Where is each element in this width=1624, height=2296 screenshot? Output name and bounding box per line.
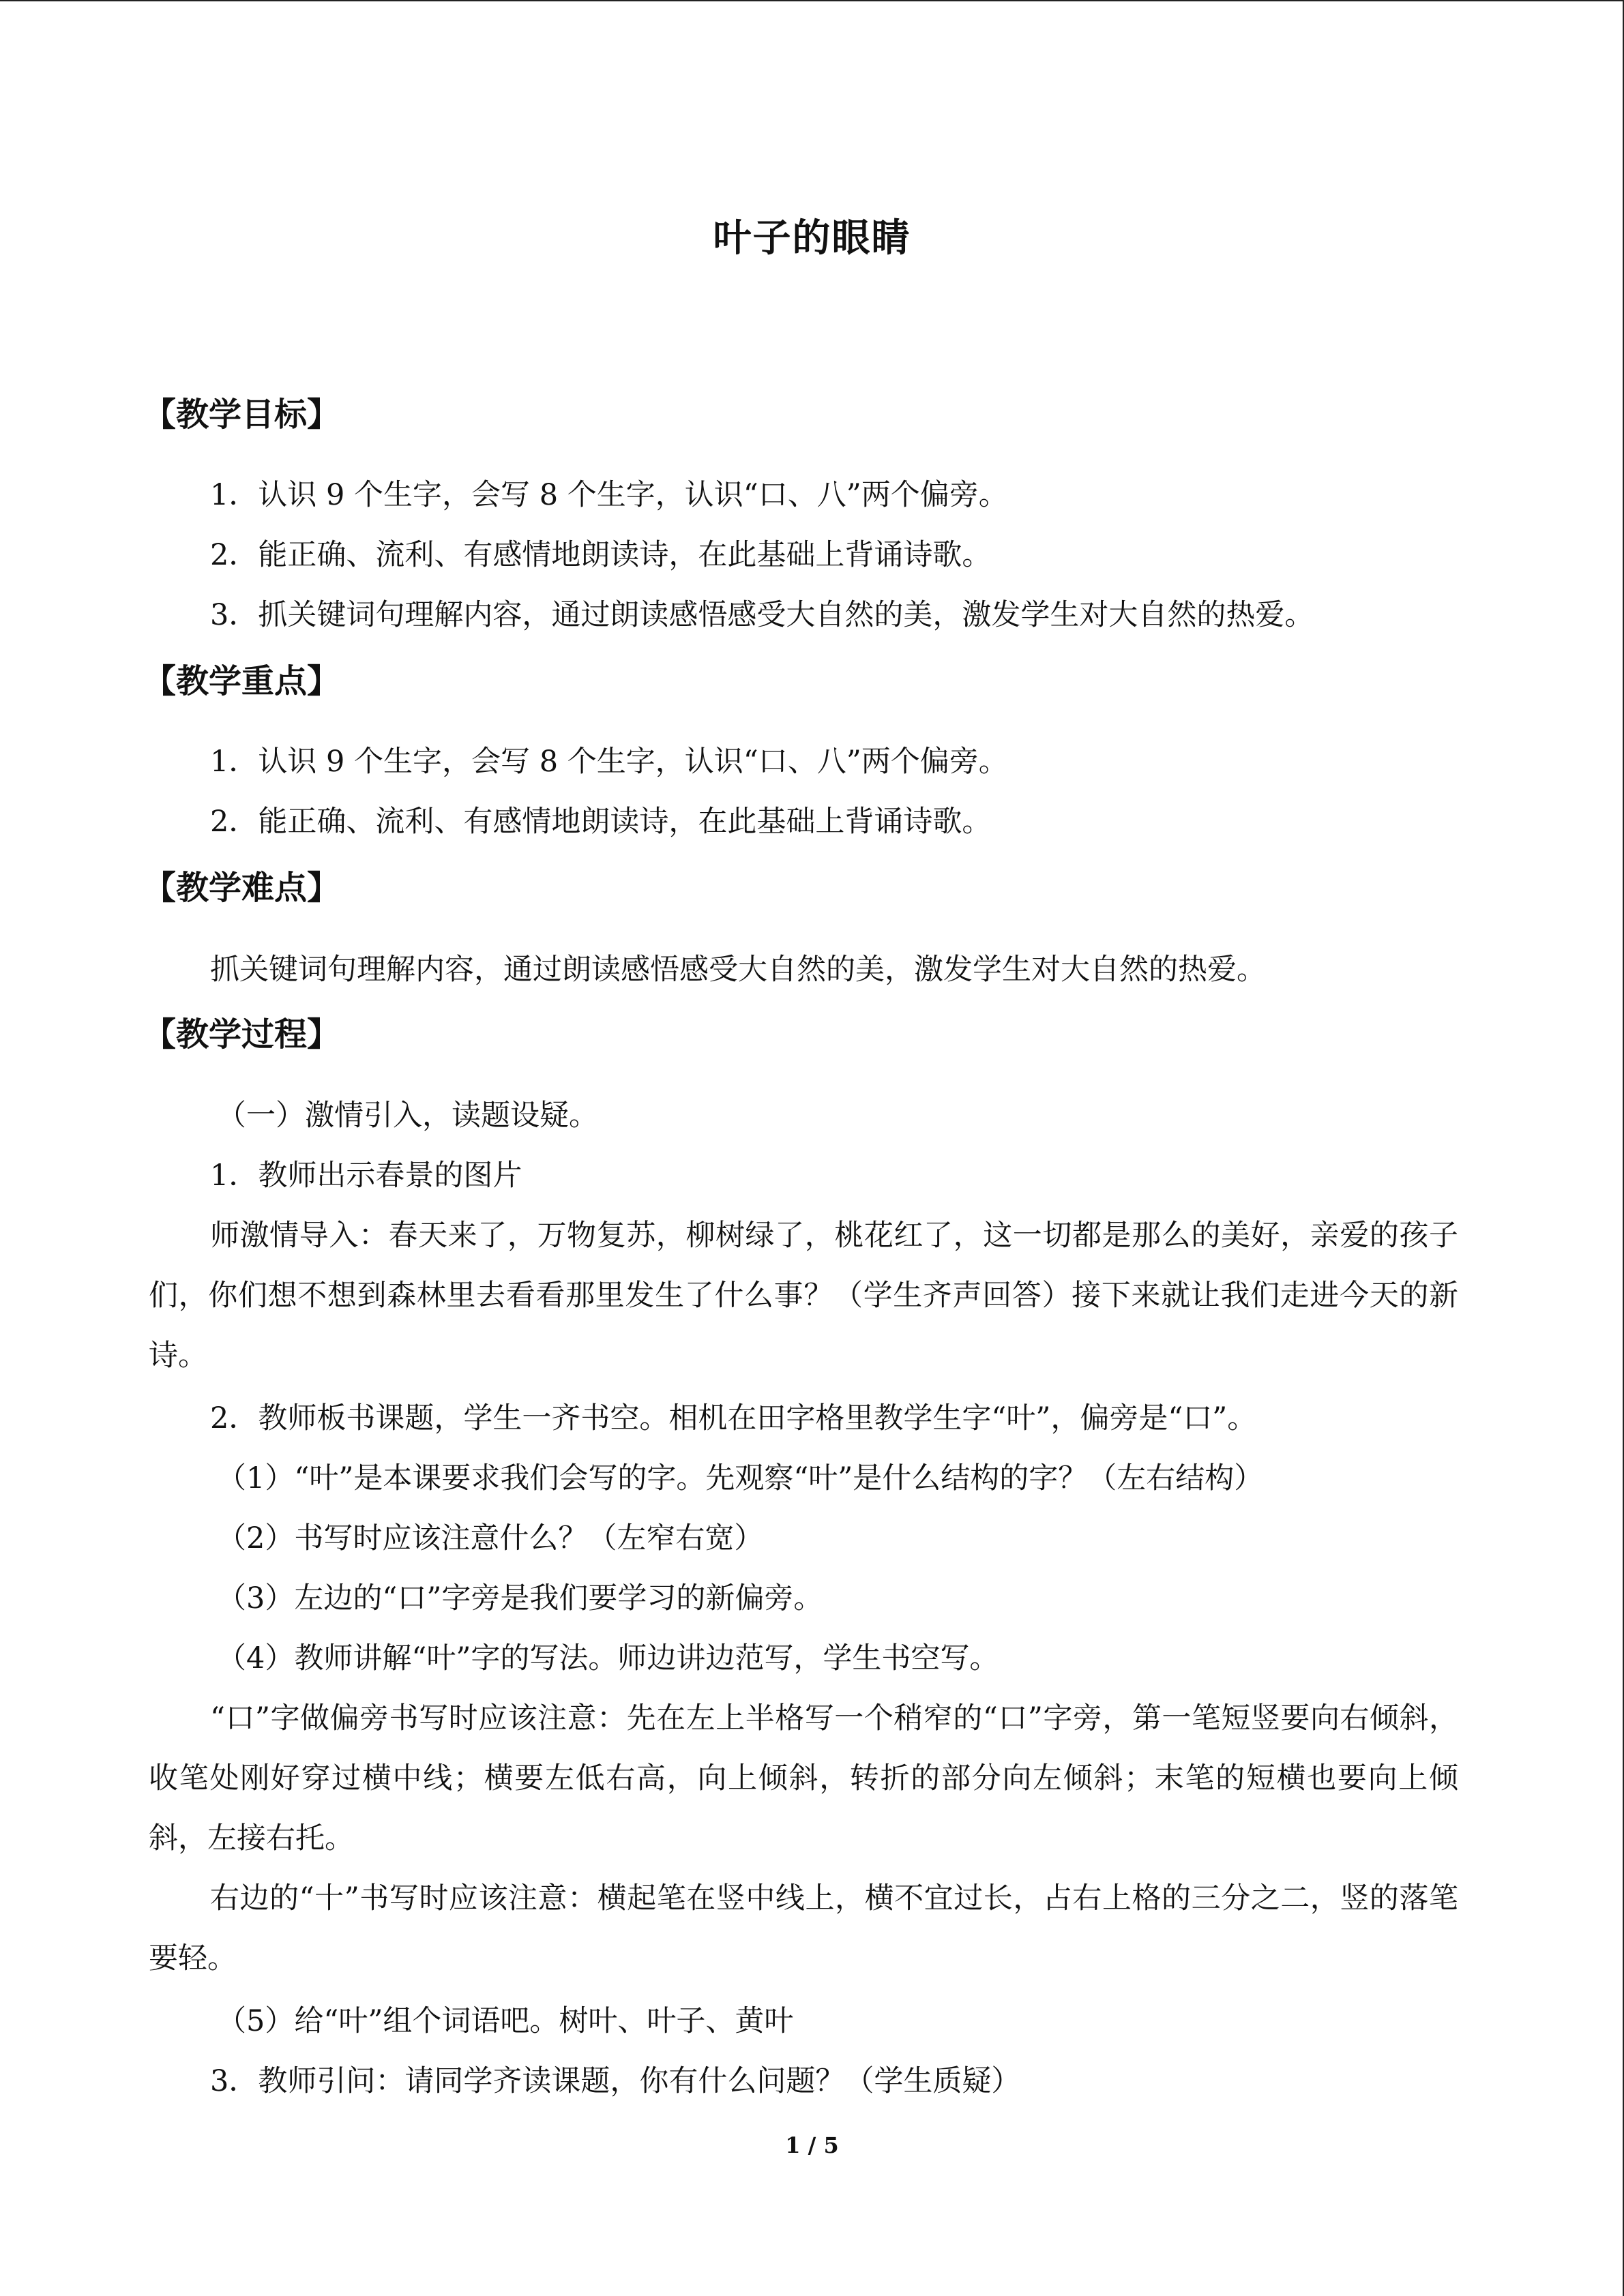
process-line: 2．教师板书课题，学生一齐书空。相机在田字格里教学生字“叶”，偏旁是“口”。 xyxy=(210,1401,1257,1435)
process-line: （一）激情引入，读题设疑。 xyxy=(217,1099,598,1133)
objective-item: 2．能正确、流利、有感情地朗读诗，在此基础上背诵诗歌。 xyxy=(210,538,992,572)
section-heading-difficulties: 【教学难点】 xyxy=(143,869,340,907)
process-paragraph: “口”字做偏旁书写时应该注意：先在左上半格写一个稍窄的“口”字旁，第一笔短竖要向右倾斜，收笔处刚好穿过横中线；横要左低右高，向上倾斜，转折的部分向左倾斜；末笔的短横也要向上倾斜，左接右托。 xyxy=(149,1701,1458,1855)
process-line: （4）教师讲解“叶”字的写法。师边讲边范写，学生书空写。 xyxy=(217,1641,999,1675)
difficulty-item: 抓关键词句理解内容，通过朗读感悟感受大自然的美，激发学生对大自然的热爱。 xyxy=(210,953,1266,987)
key-point-item: 2．能正确、流利、有感情地朗读诗，在此基础上背诵诗歌。 xyxy=(210,805,992,839)
process-line: 1．教师出示春景的图片 xyxy=(210,1159,522,1193)
process-line: （3）左边的“口”字旁是我们要学习的新偏旁。 xyxy=(217,1581,823,1615)
process-line: （1）“叶”是本课要求我们会写的字。先观察“叶”是什么结构的字？（左右结构） xyxy=(217,1461,1264,1495)
section-heading-process: 【教学过程】 xyxy=(143,1015,340,1054)
process-line: （5）给“叶”组个词语吧。树叶、叶子、黄叶 xyxy=(217,2004,794,2038)
page-indicator: 1 / 5 xyxy=(785,2132,839,2158)
process-line: 3．教师引问：请同学齐读课题，你有什么问题？（学生质疑） xyxy=(210,2064,1021,2098)
section-heading-objectives: 【教学目标】 xyxy=(143,396,340,434)
objective-item: 1．认识 9 个生字，会写 8 个生字，认识“口、八”两个偏旁。 xyxy=(210,478,1008,512)
section-heading-key-points: 【教学重点】 xyxy=(143,662,340,700)
objective-item: 3．抓关键词句理解内容，通过朗读感悟感受大自然的美，激发学生对大自然的热爱。 xyxy=(210,598,1314,632)
page-title: 叶子的眼睛 xyxy=(713,216,911,260)
process-line: （2）书写时应该注意什么？（左窄右宽） xyxy=(217,1521,764,1555)
process-paragraph: 右边的“十”书写时应该注意：横起笔在竖中线上，横不宜过长，占右上格的三分之二，竖的落笔要轻。 xyxy=(149,1881,1458,1976)
process-paragraph: 师激情导入：春天来了，万物复苏，柳树绿了，桃花红了，这一切都是那么的美好，亲爱的孩子们，你们想不想到森林里去看看那里发生了什么事？（学生齐声回答）接下来就让我们走进今天的新诗。 xyxy=(149,1219,1458,1373)
key-point-item: 1．认识 9 个生字，会写 8 个生字，认识“口、八”两个偏旁。 xyxy=(210,745,1008,779)
